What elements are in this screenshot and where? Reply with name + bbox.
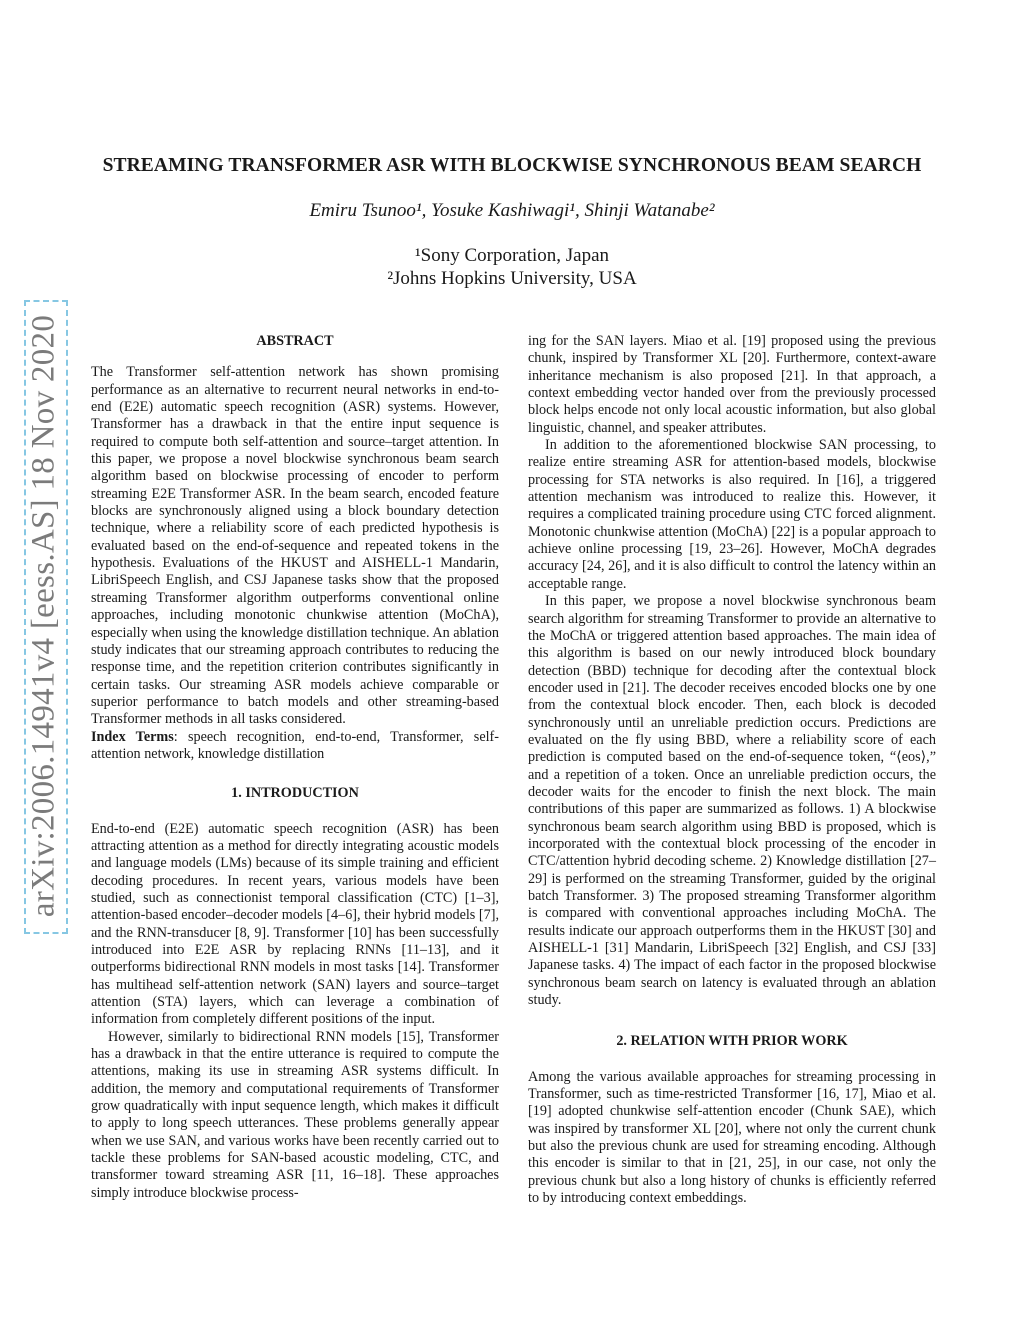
abstract-text: The Transformer self-attention network has shown promising performance as an alternative to recurrent neural networks in end-to-end (E2E) automatic speech recognition (ASR) systems. However, Transformer has a drawback in that the entire input sequence is required to compute both self-attention and source–target attention. In this paper, we propose a novel blockwise synchronous beam search algorithm based on blockwise processing of encoder to perform streaming E2E Transformer ASR. In the beam search, encoded feature blocks are synchronously aligned using a block boundary detection technique, where a reliability score of each predicted hypothesis is evaluated based on the end-of-sequence and repeated tokens in the hypothesis. Evaluations of the HKUST and AISHELL-1 Mandarin, LibriSpeech English, and CSJ Japanese tasks show that the proposed streaming Transformer algorithm outperforms conventional online approaches, including monotonic chunkwise attention (MoChA), especially when using the knowledge distillation technique. An ablation study indicates that our streaming approach contributes to reducing the response time, and the repetition criterion contributes significantly in certain tasks. Our streaming ASR models achieve comparable or superior performance to batch models and other streaming-based Transformer methods in all tasks considered. bbox=[91, 364, 499, 728]
intro-paragraph-2: However, similarly to bidirectional RNN models [15], Transformer has a drawback in that the entire utterance is required to compute the attentions, making its use in streaming ASR systems difficult. In addition, the memory and computational requirements of Transformer grow quadratically with input sequence length, which makes it difficult to apply to long speech utterances. These problems generally appear when we use SAN, and various works have been recently carried out to tackle these problems for SAN-based acoustic modeling, CTC, and transformer toward streaming ASR [11, 16–18]. These approaches simply introduce blockwise process- bbox=[91, 1028, 499, 1201]
prior-work-paragraph-1: Among the various available approaches for streaming processing in Transformer, such as time-restricted Transformer [16, 17], Miao et al. [19] adopted chunkwise self-attention encoder (Chunk SAE), which was inspired by transformer XL [20], where not only the current chunk but also the previous chunk are used for streaming encoding. Although this encoder is similar to that in [21, 25], in our case, not only the previous chunk but also a long history of chunks is efficiently referred to by introducing context embeddings. bbox=[528, 1068, 936, 1207]
section-2-heading: 2. RELATION WITH PRIOR WORK bbox=[616, 1033, 848, 1050]
paper-title: STREAMING TRANSFORMER ASR WITH BLOCKWISE SYNCHRONOUS BEAM SEARCH bbox=[102, 155, 922, 176]
index-terms-text: : speech recognition, end-to-end, Transformer, self-attention network, knowledge distillation bbox=[91, 728, 500, 762]
intro-paragraph-5: In this paper, we propose a novel blockwise synchronous beam search algorithm for streaming Transformer to provide an alternative to the MoChA or triggered attention based approaches. The main idea of this algorithm is based on our newly introduced block boundary detection (BBD) technique for decoding after the contextual block encoder used in [21]. The decoder receives encoded blocks one by one from the contextual block encoder. Then, each block is decoded synchronously until an unreliable prediction occurs. Predictions are evaluated on the fly using BBD, where a reliability score of each prediction is computed based on the end-of-sequence token, “⟨eos⟩,” and a repetition of a token. Once an unreliable prediction occurs, the decoder waits for the encoder to finish the next block. The main contributions of this paper are summarized as follows. 1) A blockwise synchronous beam search algorithm using BBD is proposed, which is incorporated with the contextual block processing of the encoder in CTC/attention hybrid decoding scheme. 2) Knowledge distillation [27–29] is performed on the streaming Transformer, guided by the original batch Transformer. 3) The proposed streaming Transformer algorithm is compared with conventional approaches including MoChA. The results indicate our approach outperforms them in the HKUST [30] and AISHELL-1 [31] Mandarin, LibriSpeech [32] English, and CSJ [33] Japanese tasks. 4) The impact of each factor in the proposed blockwise synchronous beam search on latency is evaluated through an ablation study. bbox=[528, 593, 936, 1009]
index-terms bbox=[91, 729, 499, 764]
paper-authors: Emiru Tsunoo¹, Yosuke Kashiwagi¹, Shinji Watanabe² bbox=[309, 200, 715, 221]
abstract-heading: ABSTRACT bbox=[256, 333, 334, 349]
left-column bbox=[91, 333, 499, 1202]
affiliation-2: ²Johns Hopkins University, USA bbox=[387, 268, 637, 289]
right-column bbox=[528, 333, 936, 1208]
intro-paragraph-1: End-to-end (E2E) automatic speech recognition (ASR) has been attracting attention as a method for directly integrating acoustic models and language models (LMs) because of its simple training and efficient decoding procedures. In recent years, various models have been studied, such as connectionist temporal classification (CTC) [1–3], attention-based encoder–decoder models [4–6], their hybrid models [7], and the RNN-transducer [8, 9]. Transformer [10] has been successfully introduced into E2E ASR by replacing RNNs [11–13], and it outperforms bidirectional RNN models in most tasks [14]. Transformer has multihead self-attention network (SAN) layers and source–target attention (STA) layers, which can leverage a combination of information from completely different positions of the input. bbox=[91, 820, 499, 1028]
intro-paragraph-4: In addition to the aforementioned blockwise SAN processing, to realize entire streaming ASR for attention-based models, blockwise processing for STA networks is also required. In [16], a triggered attention mechanism was introduced to realize this. However, it requires a complicated training procedure using CTC forced alignment. Monotonic chunkwise attention (MoChA) [22] is a popular approach to achieve online processing [19, 23–26]. However, MoChA degrades accuracy [24, 26], and it is also difficult to control the latency within an acceptable range. bbox=[528, 437, 936, 592]
intro-paragraph-3: ing for the SAN layers. Miao et al. [19] proposed using the previous chunk, inspired by Transformer XL [20]. Furthermore, context-aware inheritance mechanism is also proposed [21]. In that approach, a context embedding vector handed over from the previously processed block helps encode not only local acoustic information, but also global linguistic, channel, and speaker attributes. bbox=[528, 333, 936, 436]
arxiv-identifier[interactable]: arXiv:2006.14941v4 [eess.AS] 18 Nov 2020 bbox=[25, 314, 62, 918]
affiliation-1: ¹Sony Corporation, Japan bbox=[414, 245, 610, 266]
section-1-heading: 1. INTRODUCTION bbox=[231, 785, 359, 802]
index-terms-label: Index Terms bbox=[91, 728, 174, 745]
